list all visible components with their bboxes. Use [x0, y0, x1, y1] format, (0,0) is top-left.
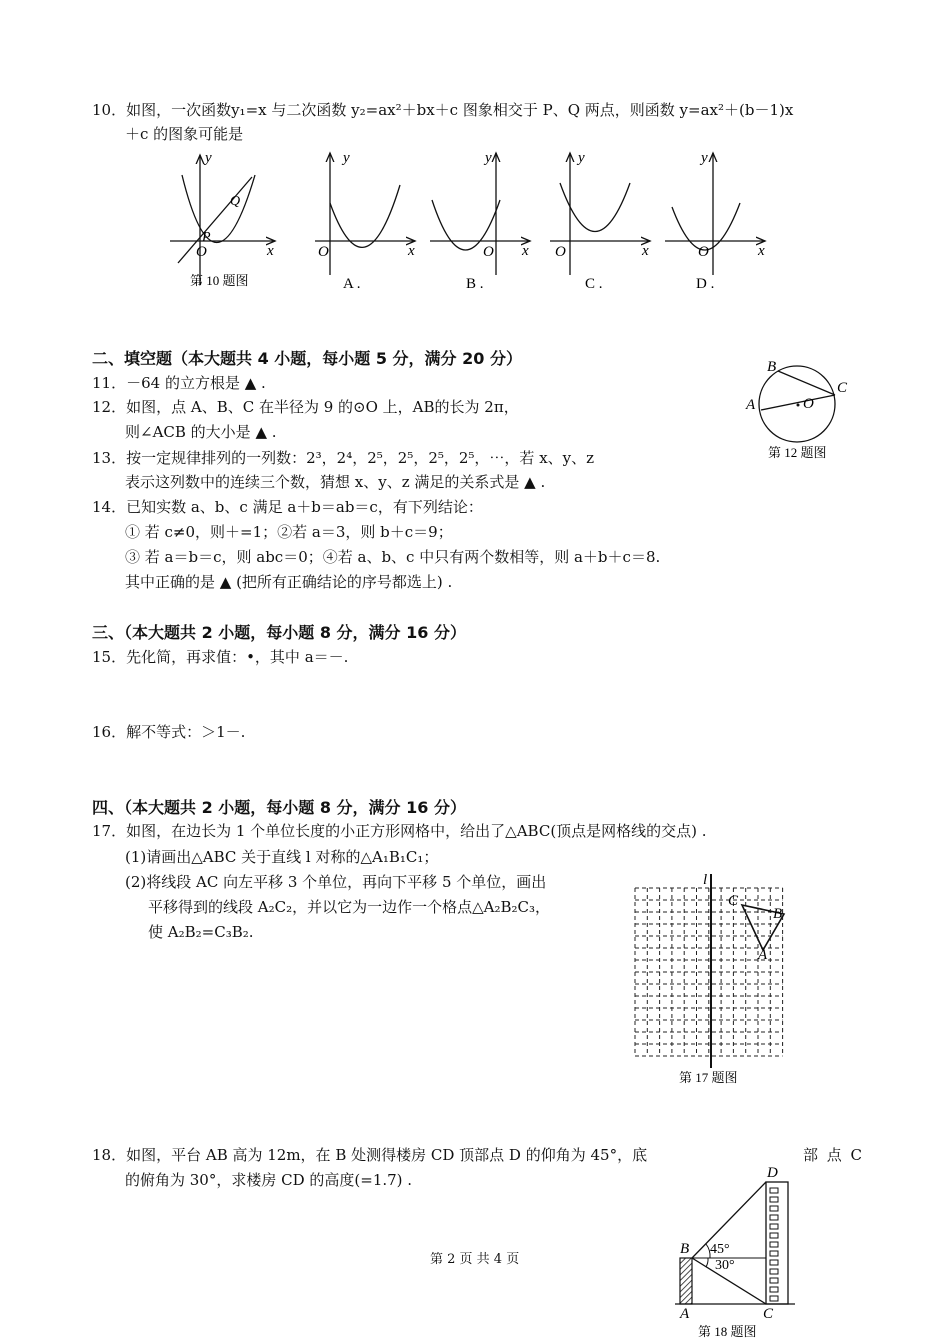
fig17-label-c: C — [728, 893, 739, 909]
option-b-origin: O — [483, 244, 494, 260]
q10-option-a: A . — [343, 276, 361, 292]
fig17-caption: 第 17 题图 — [679, 1070, 738, 1085]
option-b-y: y — [485, 150, 492, 166]
q16-text: 16．解不等式：＞1－. — [92, 723, 246, 741]
option-c-x: x — [642, 243, 649, 259]
q13-text-line1: 13．按一定规律排列的一列数：2³，2⁴，2⁵，2⁵，2⁵，2⁵，⋯，若 x、y、z — [92, 449, 595, 467]
section2-heading: 二、填空题（本大题共 4 小题，每小题 5 分，满分 20 分） — [92, 349, 522, 368]
q10-option-c: C . — [585, 276, 603, 292]
fig18-caption: 第 18 题图 — [698, 1324, 757, 1339]
option-d-origin: O — [698, 244, 709, 260]
q10-option-a-graph — [315, 153, 415, 275]
building-window — [770, 1215, 778, 1220]
option-a-origin: O — [318, 244, 329, 260]
q18-text-line1: 18．如图，平台 AB 高为 12m，在 B 处测得楼房 CD 顶部点 D 的仰角为 45°，底 — [92, 1146, 648, 1164]
q10-option-b-graph — [430, 153, 530, 275]
fig18-label-b: B — [680, 1241, 690, 1257]
q14-text-line3: ③ 若 a＝b＝c，则 abc＝0；④若 a、b、c 中只有两个数相等，则 a＋b＋c＝8. — [125, 548, 661, 566]
section3-heading: 三、（本大题共 2 小题，每小题 8 分，满分 16 分） — [92, 623, 466, 642]
q10-point-q: Q — [230, 194, 241, 209]
option-b-x: x — [522, 243, 529, 259]
fig12-label-b: B — [767, 359, 777, 375]
option-c-origin: O — [555, 244, 566, 260]
q17-text-line2: (1)请画出△ABC 关于直线 l 对称的△A₁B₁C₁； — [125, 848, 439, 866]
q10-option-d: D . — [696, 276, 715, 292]
building-window — [770, 1242, 778, 1247]
fig12-label-o: O — [803, 396, 814, 412]
q10-main-origin: O — [196, 244, 207, 260]
building-window — [770, 1188, 778, 1193]
q12-text-line2: 则∠ACB 的大小是 ▲ . — [125, 423, 277, 441]
fig12-caption: 第 12 题图 — [768, 445, 827, 460]
q11-text: 11．－64 的立方根是 ▲ . — [92, 374, 266, 392]
option-d-y: y — [701, 150, 708, 166]
q10-main-graph — [170, 155, 275, 285]
fig17-label-a: A — [758, 947, 768, 963]
q12-text-line1: 12．如图，点 A、B、C 在半径为 9 的⊙O 上，AB的长为 2π， — [92, 398, 519, 416]
option-d-x: x — [758, 243, 765, 259]
q14-text-line1: 14．已知实数 a、b、c 满足 a＋b＝ab＝c，有下列结论： — [92, 498, 483, 516]
building-window — [770, 1287, 778, 1292]
q10-option-b: B . — [466, 276, 484, 292]
q15-text: 15．先化简，再求值：•，其中 a＝－. — [92, 648, 349, 666]
q10-figures — [160, 145, 780, 295]
fig18-building-diagram — [670, 1160, 810, 1344]
fig12-label-a: A — [746, 397, 756, 413]
fig17-grid-diagram — [625, 868, 800, 1090]
fig18-angle-30: 30° — [715, 1258, 735, 1273]
building-window — [770, 1260, 778, 1265]
q13-text-line2: 表示这列数中的连续三个数，猜想 x、y、z 满足的关系式是 ▲ . — [125, 473, 546, 491]
building-window — [770, 1278, 778, 1283]
q17-text-line3: (2)将线段 AC 向左平移 3 个单位，再向下平移 5 个单位，画出 — [125, 873, 547, 891]
option-a-y: y — [343, 150, 350, 166]
q10-main-y-label: y — [205, 150, 212, 166]
building-window — [770, 1233, 778, 1238]
q10-caption: 第 10 题图 — [190, 273, 249, 288]
option-c-y: y — [578, 150, 585, 166]
fig12-label-c: C — [837, 380, 848, 396]
q17-text-line5: 使 A₂B₂=C₃B₂. — [148, 923, 254, 941]
fig18-label-a: A — [680, 1306, 690, 1322]
building-window — [770, 1269, 778, 1274]
building-window — [770, 1296, 778, 1301]
q14-text-line2: ① 若 c≠0，则＋=1；②若 a＝3，则 b＋c＝9； — [125, 523, 453, 541]
q10-main-x-label: x — [267, 243, 274, 259]
section4-heading: 四、（本大题共 2 小题，每小题 8 分，满分 16 分） — [92, 798, 466, 817]
building-window — [770, 1251, 778, 1256]
option-a-x: x — [408, 243, 415, 259]
building-window — [770, 1224, 778, 1229]
fig18-label-c: C — [763, 1306, 774, 1322]
fig18-angle-45: 45° — [710, 1242, 730, 1257]
q17-text-line1: 17．如图，在边长为 1 个单位长度的小正方形网格中，给出了△ABC(顶点是网格线的交点) . — [92, 822, 707, 840]
fig17-label-l: l — [703, 872, 708, 888]
q10-point-p: P — [202, 230, 211, 245]
q10-text-line1: 10．如图，一次函数y₁=x 与二次函数 y₂=ax²＋bx＋c 图象相交于 P、Q 两点，则函数 y=ax²＋(b－1)x — [92, 101, 794, 119]
q10-text-line2: ＋c 的图象可能是 — [125, 125, 244, 143]
q10-option-d-graph — [665, 153, 765, 275]
fig17-label-b: B — [773, 906, 783, 922]
fig12-circle-diagram — [740, 355, 860, 465]
page-number: 第 2 页 共 4 页 — [430, 1252, 520, 1267]
building-window — [770, 1206, 778, 1211]
building-window — [770, 1197, 778, 1202]
q14-text-line4: 其中正确的是 ▲ (把所有正确结论的序号都选上) . — [125, 573, 453, 591]
q18-text-line1-tail: 部 点 C — [803, 1146, 863, 1164]
q18-text-line2: 的俯角为 30°，求楼房 CD 的高度(=1.7) . — [125, 1171, 413, 1189]
q17-text-line4: 平移得到的线段 A₂C₂，并以它为一边作一个格点△A₂B₂C₃， — [148, 898, 551, 916]
fig18-label-d: D — [767, 1165, 778, 1181]
